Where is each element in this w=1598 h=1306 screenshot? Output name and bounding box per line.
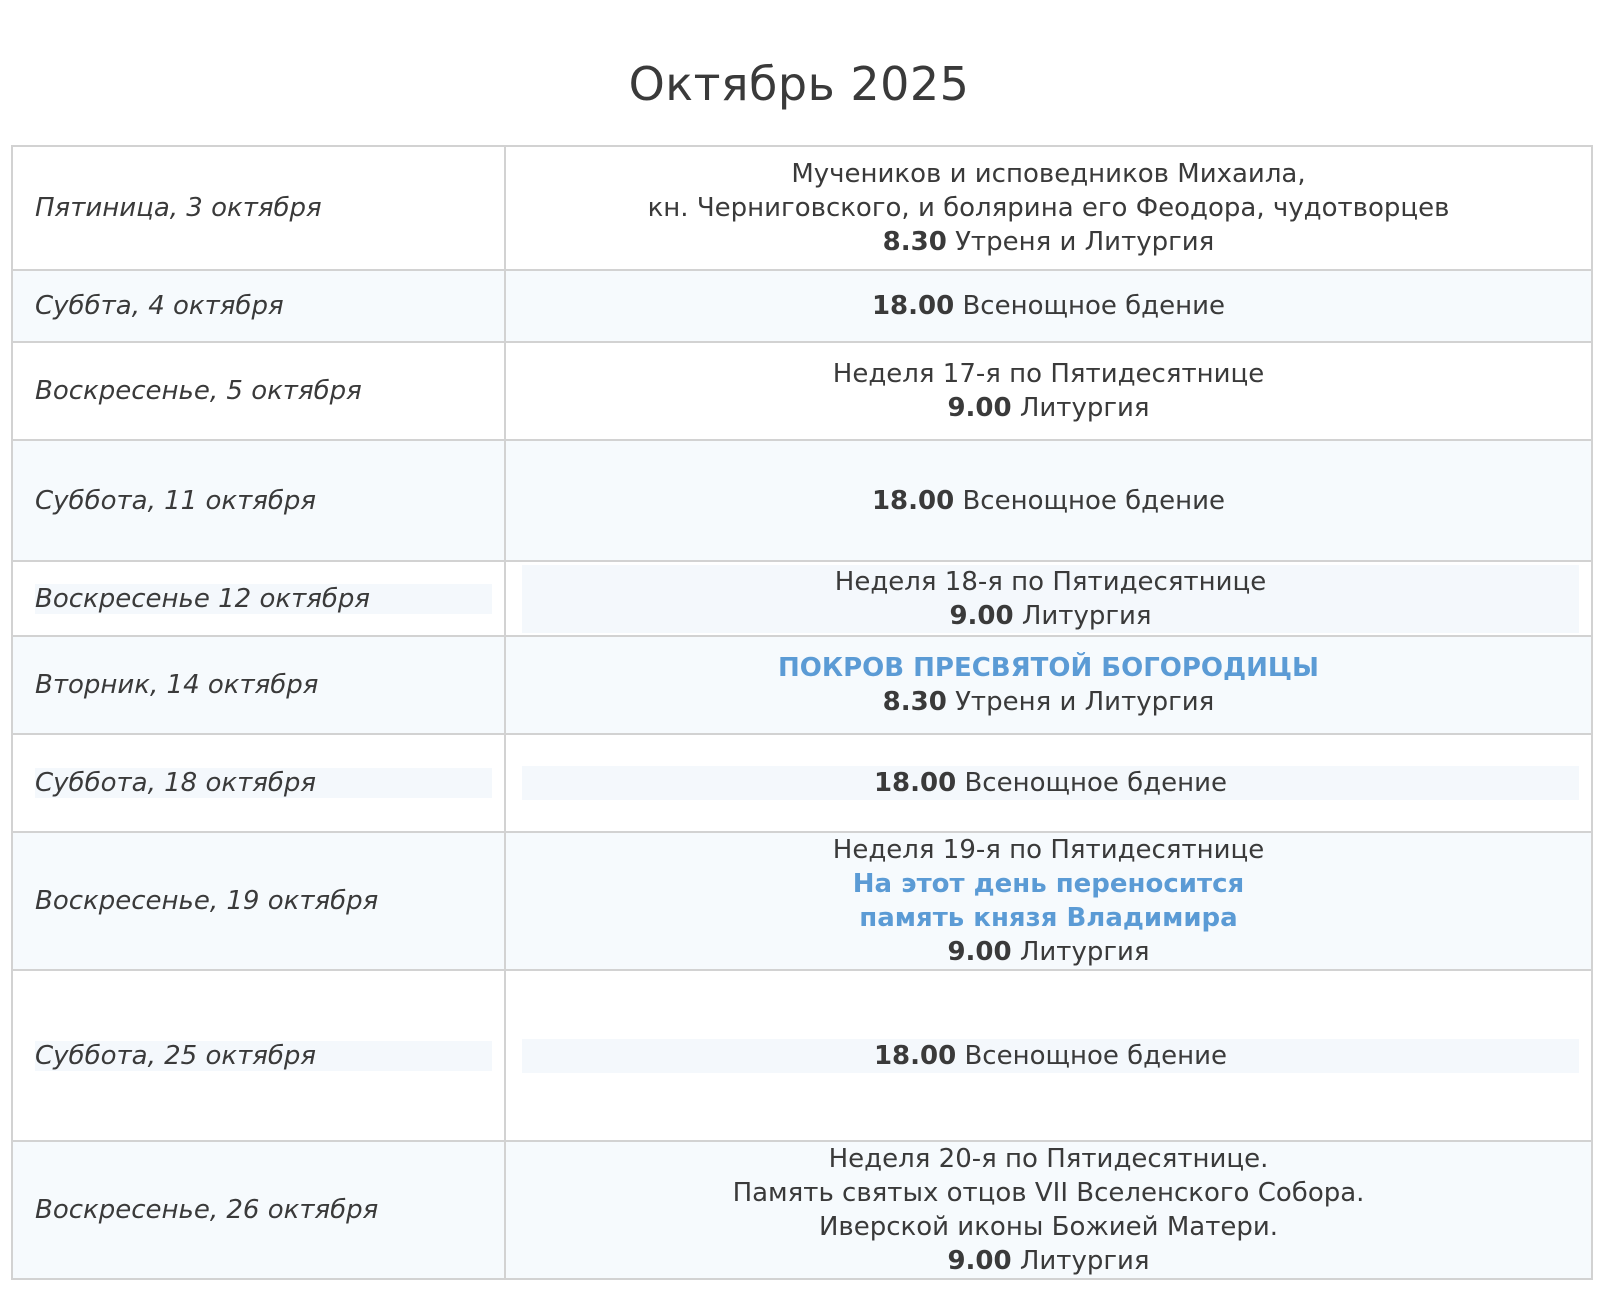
- service-cell: [505, 440, 1592, 561]
- service-cell: [505, 1141, 1592, 1279]
- service-time: 9.00: [947, 937, 1012, 967]
- table-row: [12, 832, 1592, 970]
- service-block: [522, 565, 1579, 633]
- service-line: [506, 391, 1591, 425]
- day-cell: [12, 734, 505, 832]
- service-time: 9.00: [947, 393, 1012, 423]
- service-line: [506, 484, 1591, 518]
- service-cell: [505, 270, 1592, 342]
- service-cell: [505, 970, 1592, 1141]
- service-line: [522, 766, 1579, 800]
- service-cell: [505, 832, 1592, 970]
- day-cell: [12, 440, 505, 561]
- day-label: Пятиница, 3 октября: [35, 193, 322, 223]
- service-line: [506, 289, 1591, 323]
- day-label: Вторник, 14 октября: [35, 670, 319, 700]
- service-line: [506, 225, 1591, 259]
- service-name: Всенощное бдение: [954, 291, 1226, 321]
- service-time: 9.00: [949, 600, 1014, 631]
- table-row: [12, 1141, 1592, 1279]
- service-name: Литургия: [1011, 393, 1150, 423]
- page-title: Октябрь 2025: [628, 57, 970, 111]
- service-line: Неделя 19-я по Пятидесятнице: [832, 835, 1265, 865]
- table-row: [12, 342, 1592, 440]
- day-cell: [12, 561, 505, 636]
- service-time: 9.00: [947, 1246, 1012, 1276]
- service-cell: [505, 146, 1592, 270]
- feast-title: ПОКРОВ ПРЕСВЯТОЙ БОГОРОДИЦЫ: [777, 653, 1319, 683]
- service-name: Литургия: [1013, 600, 1152, 631]
- day-label: Воскресенье, 19 октября: [35, 886, 379, 916]
- service-time: 18.00: [871, 291, 955, 321]
- service-name: Всенощное бдение: [956, 768, 1228, 798]
- service-name: Литургия: [1011, 937, 1150, 967]
- service-name: Всенощное бдение: [956, 1040, 1228, 1071]
- service-name: Утреня и Литургия: [946, 227, 1215, 257]
- service-cell: [505, 636, 1592, 734]
- day-cell: [12, 970, 505, 1141]
- service-line: Неделя 20-я по Пятидесятнице.: [828, 1144, 1269, 1174]
- service-time: 18.00: [873, 768, 957, 798]
- service-name: Всенощное бдение: [954, 485, 1226, 516]
- day-cell: [12, 342, 505, 440]
- table-row: [12, 440, 1592, 561]
- day-cell: [12, 270, 505, 342]
- day-label: Суббота, 25 октября: [35, 1041, 492, 1071]
- service-time: 8.30: [882, 227, 947, 257]
- table-row: [12, 146, 1592, 270]
- schedule-table: [11, 145, 1593, 1280]
- service-cell: [505, 342, 1592, 440]
- feast-note: На этот день переносится: [852, 869, 1245, 899]
- day-cell: [12, 146, 505, 270]
- service-cell: [505, 734, 1592, 832]
- service-name: Утреня и Литургия: [946, 687, 1215, 717]
- service-time: 8.30: [882, 687, 947, 717]
- service-line: Мучеников и исповедников Михаила,: [791, 159, 1306, 189]
- day-label: Воскресенье, 26 октября: [35, 1195, 379, 1225]
- day-label: Суббота, 18 октября: [35, 768, 492, 798]
- service-cell: [505, 561, 1592, 636]
- table-row: [12, 970, 1592, 1141]
- day-cell: [12, 832, 505, 970]
- day-cell: [12, 636, 505, 734]
- service-time: 18.00: [873, 1040, 957, 1071]
- day-label: Суббта, 4 октября: [35, 291, 284, 321]
- service-time: 18.00: [871, 485, 955, 516]
- service-line: [506, 685, 1591, 719]
- service-line: [506, 935, 1591, 969]
- service-line: Память святых отцов VII Вселенского Собора.: [732, 1178, 1365, 1208]
- service-line: [522, 599, 1579, 633]
- feast-note: память князя Владимира: [859, 903, 1238, 933]
- day-label: Воскресенье, 5 октября: [35, 376, 362, 406]
- table-row: [12, 734, 1592, 832]
- service-line: Иверской иконы Божией Матери.: [818, 1212, 1279, 1242]
- service-name: Литургия: [1011, 1246, 1150, 1276]
- service-line: Неделя 17-я по Пятидесятнице: [832, 359, 1265, 389]
- service-line: [506, 1244, 1591, 1278]
- table-row: [12, 561, 1592, 636]
- day-cell: [12, 1141, 505, 1279]
- day-label: Воскресенье 12 октября: [35, 584, 492, 614]
- table-row: [12, 636, 1592, 734]
- table-row: [12, 270, 1592, 342]
- service-line: кн. Черниговского, и болярина его Феодора, чудотворцев: [647, 193, 1450, 223]
- service-line: [522, 1039, 1579, 1073]
- service-line: Неделя 18-я по Пятидесятнице: [834, 566, 1267, 597]
- day-label: Суббота, 11 октября: [35, 485, 317, 516]
